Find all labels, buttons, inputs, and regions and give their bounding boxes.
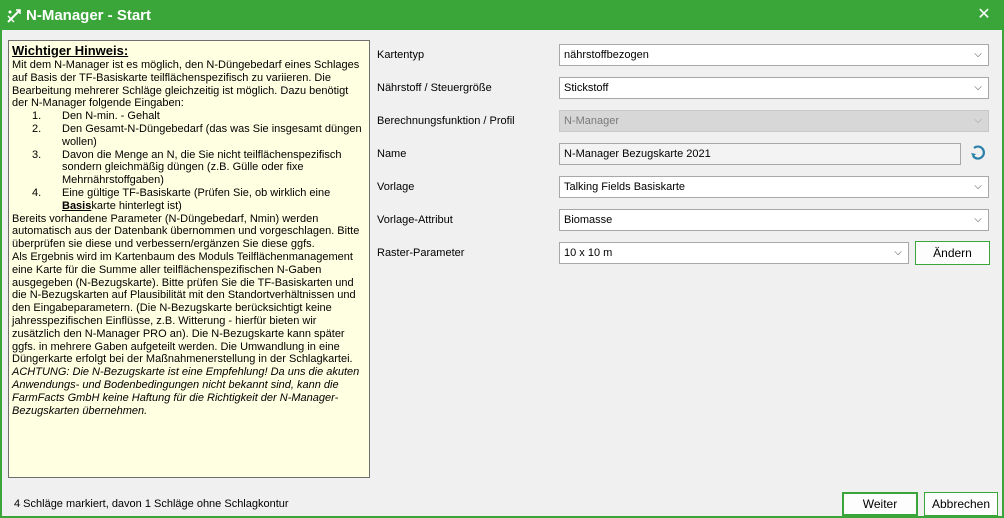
chevron-down-icon: ⌵ (894, 247, 902, 258)
kartentyp-row (372, 43, 998, 67)
raster-row (372, 241, 998, 265)
kartentyp-select[interactable] (559, 44, 989, 66)
chevron-down-icon: ⌵ (974, 49, 982, 60)
name-field[interactable] (559, 143, 961, 165)
list-item (12, 187, 366, 213)
list-number: 1. (32, 110, 42, 123)
refresh-icon[interactable] (969, 144, 987, 162)
raster-label: Raster-Parameter (377, 247, 465, 259)
vorlage-select[interactable] (559, 176, 989, 198)
vorlage-value: Talking Fields Basiskarte (564, 181, 686, 193)
kartentyp-label: Kartentyp (377, 49, 425, 61)
list-text-after: karte hinterlegt ist) (91, 199, 182, 212)
kartentyp-value: nährstoffbezogen (564, 49, 649, 61)
list-text: Den N-min. - Gehalt (62, 110, 160, 123)
berechnung-row (372, 109, 998, 133)
chevron-down-icon: ⌵ (974, 115, 982, 126)
chevron-down-icon: ⌵ (974, 82, 982, 93)
berechnung-select (559, 110, 989, 132)
raster-select[interactable] (559, 242, 909, 264)
berechnung-value: N-Manager (564, 115, 620, 127)
important-notice-panel (8, 40, 370, 478)
vorlage-attribut-row (372, 208, 998, 232)
vorlage-attribut-value: Biomasse (564, 214, 613, 226)
notice-intro: Mit dem N-Manager ist es möglich, den N-Düngebedarf eines Schlages auf Basis der TF-Basiskarte teilflächenspezifisch zu variieren. Die Bearbeitung mehrerer Schläge gleichzeitig ist möglich. Dazu benötigt der N-Manager folgende Eingaben: (12, 59, 360, 110)
list-text: Davon die Menge an N, die Sie nicht teilflächenspezifisch sondern gleichmäßig düngen (z.B. Gülle oder fixe Mehrnährstoffgaben) (62, 148, 342, 187)
vorlage-row (372, 175, 998, 199)
naehrstoff-row (372, 76, 998, 100)
status-text: 4 Schläge markiert, davon 1 Schläge ohne Schlagkontur (14, 498, 289, 510)
aendern-button[interactable]: Ändern (915, 241, 990, 265)
list-number: 2. (32, 122, 42, 135)
notice-list (12, 110, 366, 212)
list-item (12, 149, 366, 187)
vorlage-attribut-select[interactable] (559, 209, 989, 231)
notice-paragraph-parameters: Bereits vorhandene Parameter (N-Düngebedarf, Nmin) werden automatisch aus der Datenbank übernommen und vorgeschlagen. Bitte überprüfen sie diese und verbessern/ergänzen Sie diese ggfs. (12, 212, 360, 251)
list-number: 3. (32, 148, 42, 161)
footer (2, 480, 1002, 516)
name-row (372, 142, 998, 166)
list-text-bold: Basis (62, 199, 92, 212)
list-number: 4. (32, 186, 42, 199)
name-value: N-Manager Bezugskarte 2021 (564, 148, 711, 160)
settings-form (372, 40, 998, 478)
weiter-button[interactable]: Weiter (842, 492, 918, 516)
notice-paragraph-result: Als Ergebnis wird im Kartenbaum des Moduls Teilflächenmanagement eine Karte für die Summe aller teilflächenspezifischen N-Gaben ausgegeben (N-Bezugskarte). Bitte prüfen Sie die TF-Basiskarten und die N-Bezugskarten auf Plausibilität mit den Standortverhältnissen und den Eingabeparametern. (Die N-Bezugskarte berücksichtigt keine jahresspezifischen Einflüsse, z.B. Witterung - hierfür bieten wir zusätzlich den N-Manager PRO an). Die N-Bezugskarte kann später ggfs. in mehrere Gaben aufgeteilt werden. Die Umwandlung in eine Düngerkarte erfolgt bei der Maßnahmenerstellung in der Schlagkartei. (12, 250, 356, 366)
title-bar (2, 2, 1002, 30)
naehrstoff-value: Stickstoff (564, 82, 609, 94)
close-icon[interactable]: ✕ (977, 6, 991, 23)
list-item (12, 110, 366, 123)
list-text: Den Gesamt-N-Düngebedarf (das was Sie insgesamt düngen wollen) (62, 122, 362, 148)
vorlage-label: Vorlage (377, 181, 415, 193)
raster-value: 10 x 10 m (564, 247, 613, 259)
name-label: Name (377, 148, 407, 160)
n-manager-app-icon (5, 7, 23, 25)
naehrstoff-label: Nährstoff / Steuergröße (377, 82, 492, 94)
chevron-down-icon: ⌵ (974, 181, 982, 192)
list-text-before: Eine gültige TF-Basiskarte (Prüfen Sie, ob wirklich eine (62, 186, 331, 199)
naehrstoff-select[interactable] (559, 77, 989, 99)
window-title: N-Manager - Start (26, 7, 152, 24)
notice-heading: Wichtiger Hinweis: (12, 43, 129, 58)
berechnung-label: Berechnungsfunktion / Profil (377, 115, 515, 127)
chevron-down-icon: ⌵ (974, 214, 982, 225)
notice-warning: ACHTUNG: Die N-Bezugskarte ist eine Empfehlung! Da uns die akuten Anwendungs- und Bodenbedingungen nicht bekannt sind, kann die FarmFacts GmbH keine Haftung für die Richtigkeit der N-Manager-Bezugskarten übernehmen. (12, 366, 360, 417)
vorlage-attribut-label: Vorlage-Attribut (377, 214, 453, 226)
abbrechen-button[interactable]: Abbrechen (924, 492, 998, 516)
list-item (12, 123, 366, 149)
